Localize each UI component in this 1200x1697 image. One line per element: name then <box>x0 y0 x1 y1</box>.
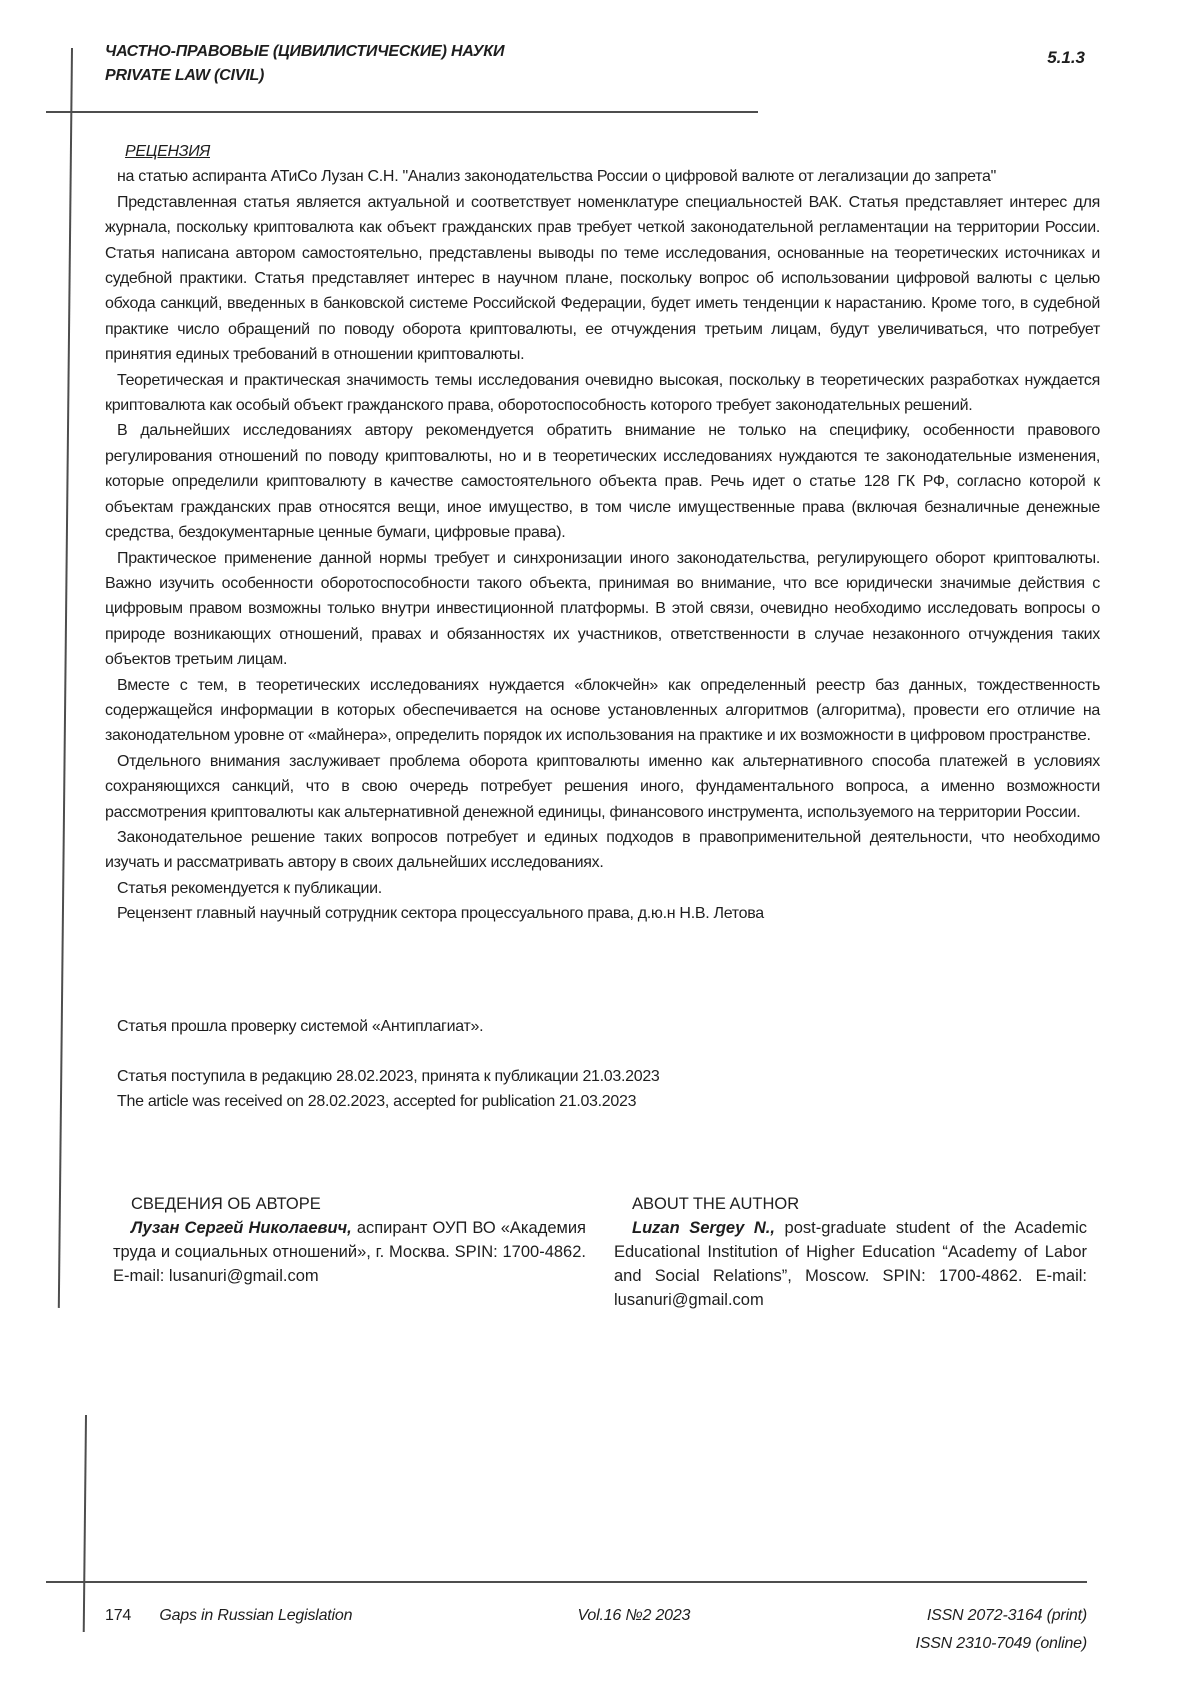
review-paragraph: Вместе с тем, в теоретических исследованиях нуждается «блокчейн» как определенный реестр баз данных, тождественность содержащейся информации в которых обеспечивается на основе установленных алгоритмов (алгоритма), провести его отличие на законодательном уровне от «майнера», определить порядок их использования на практике и их возможности в цифровом пространстве. <box>105 676 1100 745</box>
author-name-en: Luzan Sergey N., <box>632 1219 775 1237</box>
reviewer-signature: Рецензент главный научный сотрудник сектора процессуального права, д.ю.н Н.В. Летова <box>117 905 764 923</box>
about-author-en-text <box>614 1216 1087 1312</box>
section-title-ru: ЧАСТНО-ПРАВОВЫЕ (ЦИВИЛИСТИЧЕСКИЕ) НАУКИ <box>105 43 505 60</box>
section-code: 5.1.3 <box>1047 48 1085 67</box>
review-paragraph: Отдельного внимания заслуживает проблема оборота криптовалюты именно как альтернативного способа платежей в условиях сохраняющихся санкций, что в свою очередь потребует решения иного, фундаментального вопроса, а именно возможности рассмотрения криптовалюты как альтернативной денежной единицы, финансового инструмента, используемого на территории России. <box>105 752 1100 821</box>
review-paragraph: Практическое применение данной нормы требует и синхронизации иного законодательства, регулирующего оборот криптовалюты. Важно изучить особенности оборотоспособности такого объекта, принимая во внимание, что все юридически значимые действия с цифровым правом возможны только внутри инвестиционной платформы. В этой связи, очевидно необходимо исследовать вопросы о природе возникающих отношений, правах и обязанностях их участников, ответственности в случае незаконного отчуждения таких объектов третьим лицам. <box>105 549 1100 669</box>
header-divider <box>46 111 758 113</box>
review-paragraph: Представленная статья является актуальной и соответствует номенклатуре специальностей ВАК. Статья представляет интерес для журнала, поскольку криптовалюта как объект гражданских прав требует четкой законодательной регламентации на территории России. Статья написана автором самостоятельно, представлены выводы по теме исследования, основанные на теоретических источниках и судебной практики. Статья представляет интерес в научном плане, поскольку вопрос об использовании цифровой валюты с целью обхода санкций, введенных в банковской системе Российской Федерации, будет иметь тенденции к нарастанию. Кроме того, в судебной практике число обращений по поводу оборота криптовалюты, ее отчуждения третьим лицам, будут увеличиваться, что потребует принятия единых требований в отношении криптовалюты. <box>105 193 1100 364</box>
about-author-ru-text <box>113 1216 586 1288</box>
footer-divider <box>46 1581 1087 1583</box>
footer-left <box>105 1602 352 1630</box>
issn-online: ISSN 2310-7049 (online) <box>915 1635 1087 1652</box>
page-footer <box>105 1602 1087 1658</box>
plagiarism-note: Статья прошла проверку системой «Антиплагиат». <box>117 1018 484 1035</box>
dates-ru: Статья поступила в редакцию 28.02.2023, принята к публикации 21.03.2023 <box>117 1068 660 1085</box>
about-author-en <box>614 1192 1087 1312</box>
volume-issue: Vol.16 №2 2023 <box>577 1607 691 1624</box>
issn-block <box>915 1602 1087 1658</box>
section-title-en: PRIVATE LAW (CIVIL) <box>105 67 265 84</box>
about-author-ru-heading: СВЕДЕНИЯ ОБ АВТОРЕ <box>131 1195 321 1213</box>
issn-print: ISSN 2072-3164 (print) <box>926 1607 1087 1624</box>
author-details-en: post-graduate student of the Academic Educational Institution of Higher Education “Academy of Labor and Social Relations”, Moscow. SPIN: 1700-4862. E-mail: lusanuri@gmail.com <box>614 1219 1087 1309</box>
review-title: РЕЦЕНЗИЯ <box>125 143 210 160</box>
about-author-en-heading: ABOUT THE AUTHOR <box>632 1195 800 1213</box>
author-details-ru: аспирант ОУП ВО «Академия труда и социальных отношений», г. Москва. SPIN: 1700-4862. E-mail: lusanuri@gmail.com <box>113 1219 586 1285</box>
left-margin-rule-bottom <box>83 1415 87 1632</box>
journal-title: Gaps in Russian Legislation <box>159 1607 353 1624</box>
page-number: 174 <box>105 1607 132 1624</box>
review-paragraph: Теоретическая и практическая значимость темы исследования очевидно высокая, поскольку в теоретических разработках нуждается криптовалюта как особый объект гражданского права, оборотоспособность которого требует законодательных решений. <box>105 371 1100 415</box>
review-paragraph: Статья рекомендуется к публикации. <box>117 879 382 897</box>
review-paragraph: Законодательное решение таких вопросов потребует и единых подходов в правоприменительной деятельности, что необходимо изучать и рассматривать автору в своих дальнейших исследованиях. <box>105 828 1100 872</box>
review-body <box>105 139 1100 927</box>
left-margin-rule-top <box>58 48 73 1308</box>
running-head <box>105 40 504 88</box>
article-dates <box>105 1064 1100 1115</box>
review-paragraph: на статью аспиранта АТиСо Лузан С.Н. "Анализ законодательства России о цифровой валюте от легализации до запрета" <box>117 168 996 186</box>
about-author-section <box>113 1192 1087 1312</box>
review-paragraph: В дальнейших исследованиях автору рекомендуется обратить внимание не только на специфику, особенности правового регулирования отношений по поводу криптовалюты, но и в теоретических исследованиях нуждаются те законодательные изменения, которые определили криптовалюту в качестве самостоятельного объекта прав. Речь идет о статье 128 ГК РФ, согласно которой к объектам гражданских прав относятся вещи, иное имущество, в том числе имущественные права (включая безналичные денежные средства, бездокументарные ценные бумаги, цифровые права). <box>105 422 1100 542</box>
author-name-ru: Лузан Сергей Николаевич, <box>131 1219 352 1237</box>
about-author-ru <box>113 1192 586 1312</box>
dates-en: The article was received on 28.02.2023, accepted for publication 21.03.2023 <box>117 1093 637 1111</box>
